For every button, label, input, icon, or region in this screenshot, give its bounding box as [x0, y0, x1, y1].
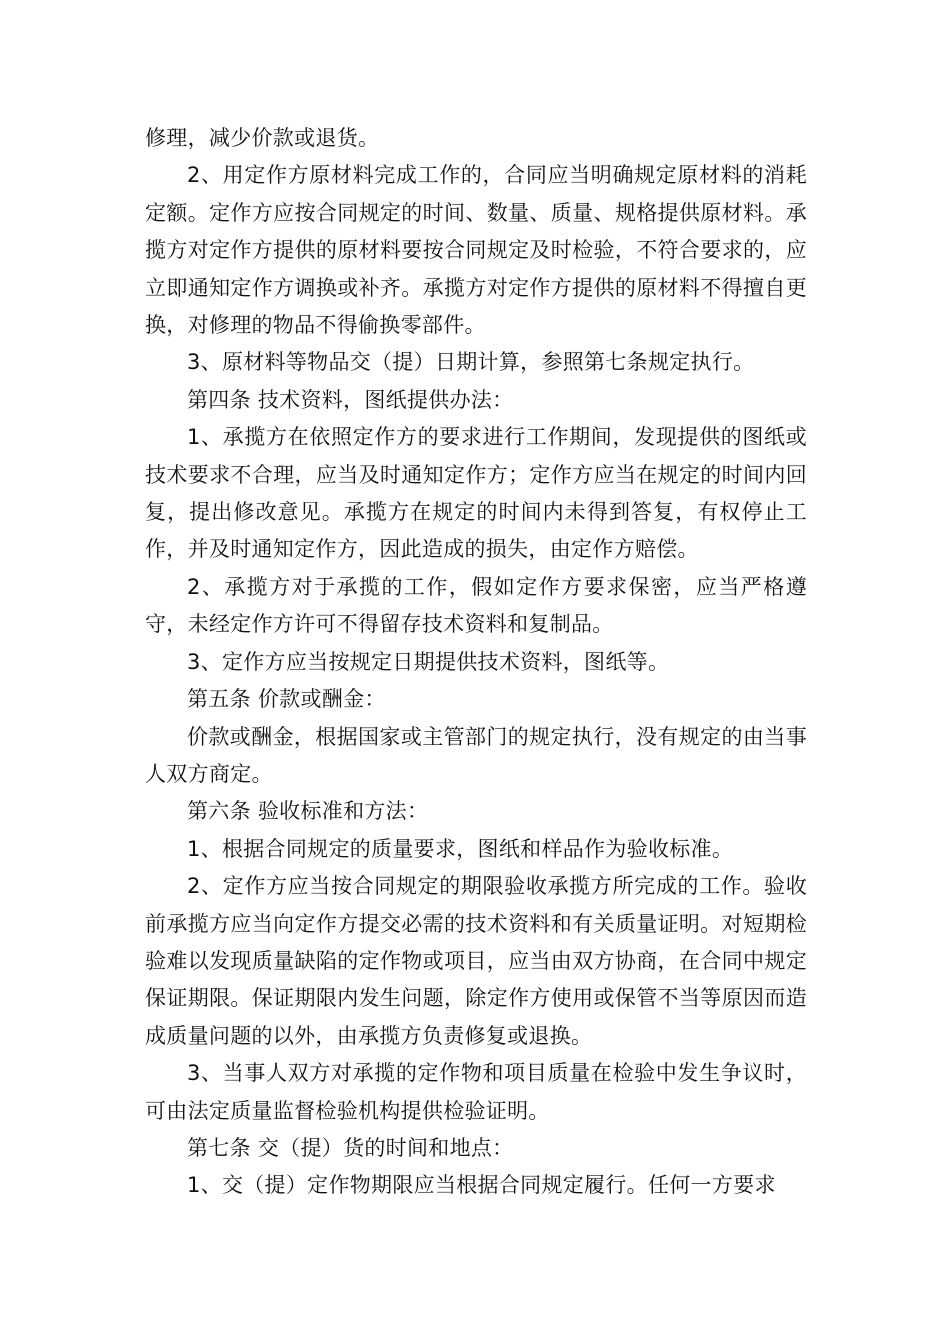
paragraph-clause-4-item-3: 3、定作方应当按规定日期提供技术资料，图纸等。	[187, 649, 670, 674]
heading-clause-5: 第五条 价款或酬金：	[187, 687, 386, 712]
paragraph-clause-6-item-3: 3、当事人双方对承揽的定作物和项目质量在检验中发生争议时，可由法定质量监督检验机构提供检验证明。	[145, 1061, 807, 1123]
paragraph-clause-4-item-2: 2、承揽方对于承揽的工作，假如定作方要求保密，应当严格遵守，未经定作方许可不得留存技术资料和复制品。	[145, 574, 807, 637]
document-body	[145, 120, 807, 1205]
paragraph-clause-5-body: 价款或酬金，根据国家或主管部门的规定执行，没有规定的由当事人双方商定。	[145, 724, 807, 786]
paragraph-clause-4-item-1: 1、承揽方在依照定作方的要求进行工作期间，发现提供的图纸或技术要求不合理，应当及时通知定作方；定作方应当在规定的时间内回复，提出修改意见。承揽方在规定的时间内未得到答复，有权停止工作，并及时通知定作方，因此造成的损失，由定作方赔偿。	[145, 425, 807, 562]
paragraph-clause-3-item-2: 2、用定作方原材料完成工作的，合同应当明确规定原材料的消耗定额。定作方应按合同规定的时间、数量、质量、规格提供原材料。承揽方对定作方提供的原材料要按合同规定及时检验，不符合要求的，应立即通知定作方调换或补齐。承揽方对定作方提供的原材料不得擅自更换，对修理的物品不得偷换零部件。	[145, 163, 807, 338]
heading-clause-7: 第七条 交（提）货的时间和地点：	[187, 1135, 514, 1160]
paragraph-continuation: 修理，减少价款或退货。	[145, 126, 380, 150]
paragraph-clause-6-item-1: 1、根据合同规定的质量要求，图纸和样品作为验收标准。	[187, 836, 734, 861]
heading-clause-6: 第六条 验收标准和方法：	[187, 799, 429, 824]
paragraph-clause-7-item-1: 1、交（提）定作物期限应当根据合同规定履行。任何一方要求	[187, 1173, 776, 1198]
heading-clause-4: 第四条 技术资料，图纸提供办法：	[187, 387, 514, 412]
paragraph-clause-3-item-3: 3、原材料等物品交（提）日期计算，参照第七条规定执行。	[187, 350, 755, 375]
paragraph-clause-6-item-2: 2、定作方应当按合同规定的期限验收承揽方所完成的工作。验收前承揽方应当向定作方提交必需的技术资料和有关质量证明。对短期检验难以发现质量缺陷的定作物或项目，应当由双方协商，在合同中规定保证期限。保证期限内发生问题，除定作方使用或保管不当等原因而造成质量问题的以外，由承揽方负责修复或退换。	[145, 874, 807, 1048]
